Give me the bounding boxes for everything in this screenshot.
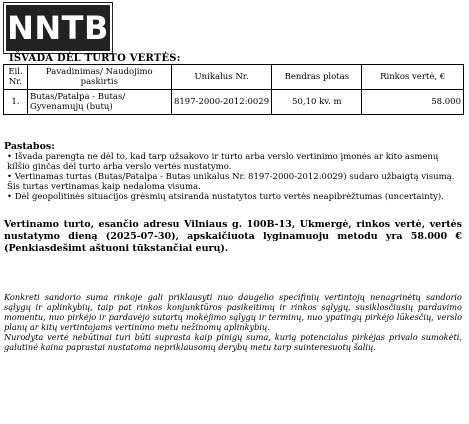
disclaimer-section: [4, 292, 462, 352]
header-name: Pavadinimas/ Naudojimo paskirtis: [27, 65, 171, 90]
header-area: Bendras plotas: [272, 65, 362, 90]
disclaimer-paragraph: Nurodyta vertė nebūtinai turi būti suprasta kaip pinigų suma, kurią potencialus pirkėjas privalo sumokėti, galutinė kaina paprastai nustatoma nepriklausomų derybų metu tarp suinteresuotų šalių.: [4, 332, 462, 352]
note-item: • Dėl geopolitinės situacijos grėsmių atsiranda nustatytos turto vertės neapibrėžtumas (uncertainty).: [7, 192, 444, 202]
cell-name: Butas/Patalpa - Butas/ Gyvenamųjų (butų): [27, 90, 171, 115]
note-item: • Išvada parengta ne dėl to, kad tarp užsakovo ir turto arba verslo vertinimo įmonės ar kito asmenų kilšio ginčas dėl turto arba verslo vertės nustatymo.: [7, 152, 439, 172]
cell-area: 50,10 kv. m: [272, 90, 362, 115]
cell-nr: 1.: [4, 90, 28, 115]
header-unique-nr: Unikalus Nr.: [171, 65, 272, 90]
note-item: • Vertinamas turtas (Butas/Patalpa - Butas unikalus Nr. 8197-2000-2012:0029) sudaro užbaigtą visumą. Šis turtas vertinamas kaip nedaloma visuma.: [7, 172, 455, 192]
header-nr: Eil. Nr.: [4, 65, 28, 90]
nntb-logo: NNTB: [4, 3, 112, 53]
header-market-value: Rinkos vertė, €: [362, 65, 464, 90]
notes-heading: Pastabos:: [4, 141, 55, 152]
notes-section: [4, 142, 462, 202]
asset-table: [3, 64, 464, 115]
section-title: IŠVADA DĖL TURTO VERTĖS:: [9, 53, 181, 64]
table-header-row: [4, 65, 464, 90]
disclaimer-paragraph: Konkreti sandorio suma rinkoje gali priklausyti nuo daugelio specifinių vertintojų nenagrinėtų sandorio sąlygų ir aplinkybių, taip pat rinkos konjunktūros pasikeitimų ir rinkos sąlygų, susiklosčiusių pardavimo momentu, nuo pirkėjo ir pardavėjo sutartų mokėjimo sąlygų ir terminų, nuo ypatingų pirkėjo lūkesčių, verslo planų ar kitų vertintojams vertinimo metu nežinomų aplinkybių.: [4, 292, 462, 332]
valuation-conclusion: Vertinamo turto, esančio adresu Vilniaus g. 100B-13, Ukmergė, rinkos vertė, vertės nustatymo dieną (2025-07-30), apskaičiuota lyginamuoju metodu yra 58.000 € (Penkiasdešimt aštuoni tūkstančiai eurų).: [4, 219, 462, 254]
cell-market-value: 58.000: [362, 90, 464, 115]
table-row: [4, 90, 464, 115]
cell-unique-nr: 8197-2000-2012:0029: [171, 90, 272, 115]
